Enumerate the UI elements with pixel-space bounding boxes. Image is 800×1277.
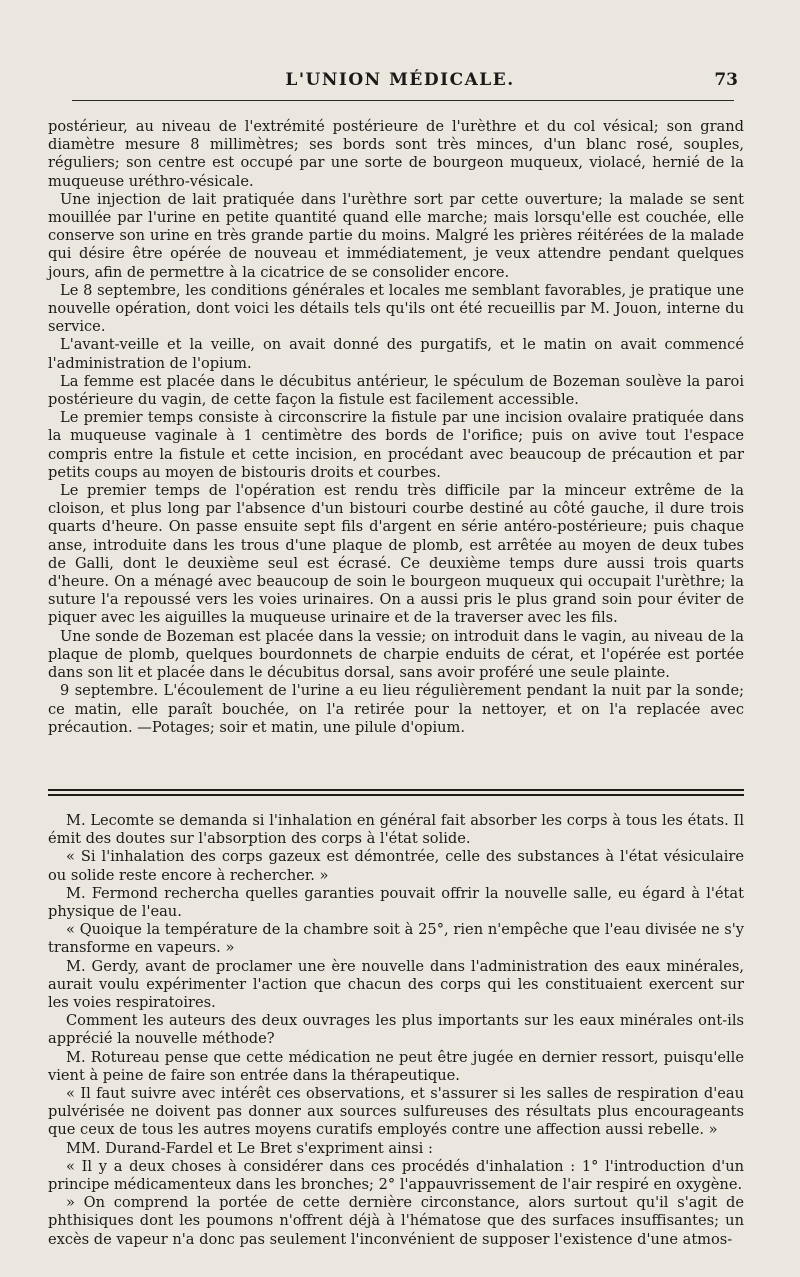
paragraph: M. Lecomte se demanda si l'inhalation en général fait absorber les corps à tous les états. Il émit des doutes sur l'absorption des corps à l'état solide. (48, 812, 744, 848)
paragraph: « Il faut suivre avec intérêt ces observations, et s'assurer si les salles de respiration d'eau pulvérisée ne doivent pas donner aux sources sulfureuses des résultats plus encourageants que ceux de tous les autres moyens curatifs employés contre une affection aussi rebelle. » (48, 1085, 744, 1139)
paragraph: « Quoique la température de la chambre soit à 25°, rien n'empêche que l'eau divisée ne s'y transforme en vapeurs. » (48, 921, 744, 957)
paragraph: » On comprend la portée de cette dernière circonstance, alors surtout qu'il s'agit de phthisiques dont les poumons n'offrent déjà à l'hématose que des surfaces insuffisantes; un excès de vapeur n'a donc pas seulement l'inconvénient de supposer l'existence d'une atmos- (48, 1194, 744, 1248)
paragraph: Comment les auteurs des deux ouvrages les plus importants sur les eaux minérales ont-ils apprécié la nouvelle méthode? (48, 1012, 744, 1048)
paragraph: « Il y a deux choses à considérer dans ces procédés d'inhalation : 1° l'introduction d'un principe médicamenteux dans les bronches; 2° l'appauvrissement de l'air respiré en oxygène. (48, 1157, 744, 1194)
paragraph: M. Rotureau pense que cette médication ne peut être jugée en dernier ressort, puisqu'elle vient à peine de faire son entrée dans la thérapeutique. (48, 1048, 744, 1084)
paragraph: Une sonde de Bozeman est placée dans la vessie; on introduit dans le vagin, au niveau de la plaque de plomb, quelques bourdonnets de charpie enduits de cérat, et l'opérée est portée dans son lit et placée dans le décubitus dorsal, sans avoir proféré une seule plainte. (48, 627, 744, 682)
paragraph: Le premier temps consiste à circonscrire la fistule par une incision ovalaire pratiquée dans la muqueuse vaginale à 1 centimètre des bords de l'orifice; puis on avive tout l'espace compris entre la fistule et cette incision, en procédant avec beaucoup de précaution et par petits coups au moyen de bistouris droits et courbes. (48, 409, 744, 481)
feuilleton-text (48, 812, 744, 1249)
header-rule (72, 100, 734, 101)
paragraph: « Si l'inhalation des corps gazeux est démontrée, celle des substances à l'état vésiculaire ou solide reste encore à rechercher. » (48, 848, 744, 884)
paragraph: Le 8 septembre, les conditions générales et locales me semblant favorables, je pratique une nouvelle opération, dont voici les détails tels qu'ils ont été recueillis par M. Jouon, interne du service. (48, 281, 744, 336)
paragraph: postérieur, au niveau de l'extrémité postérieure de l'urèthre et du col vésical; son grand diamètre mesure 8 millimètres; ses bords sont très minces, d'un blanc rosé, souples, réguliers; son centre est occupé par une sorte de bourgeon muqueux, violacé, hernié de la muqueuse uréthro-vésicale. (48, 118, 744, 190)
paragraph: MM. Durand-Fardel et Le Bret s'expriment ainsi : (66, 1139, 433, 1157)
paragraph: M. Gerdy, avant de proclamer une ère nouvelle dans l'administration des eaux minérales, aurait voulu expérimenter l'action que chacun des corps qui les constituaient exercent sur les voies respiratoires. (48, 957, 744, 1012)
paragraph: Le premier temps de l'opération est rendu très difficile par la minceur extrême de la cloison, et plus long par l'absence d'un bistouri courbe destiné au côté gauche, il dure trois quarts d'heure. On passe ensuite sept fils d'argent en série antéro-postérieure; puis chaque anse, introduite dans les trous d'une plaque de plomb, est arrêtée au moyen de deux tubes de Galli, dont le deuxième seul est écrasé. Ce deuxième temps dure aussi trois quarts d'heure. On a ménagé avec beaucoup de soin le bourgeon muqueux qui occupait l'urèthre; la suture l'a repoussé vers les voies urinaires. On a aussi pris le plus grand soin pour éviter de piquer avec les aiguilles la muqueuse urinaire et de la traverser avec les fils. (48, 482, 744, 627)
paragraph: La femme est placée dans le décubitus antérieur, le spéculum de Bozeman soulève la paroi postérieure du vagin, de cette façon la fistule est facilement accessible. (48, 372, 744, 409)
paragraph: Une injection de lait pratiquée dans l'urèthre sort par cette ouverture; la malade se sent mouillée par l'urine en petite quantité quand elle marche; mais lorsqu'elle est couchée, elle conserve son urine en très grande partie du moins. Malgré les prières réitérées de la malade qui désire être opérée de nouveau et immédiatement, je veux attendre pendant quelques jours, afin de permettre à la cicatrice de se consolider encore. (48, 190, 744, 281)
paragraph: L'avant-veille et la veille, on avait donné des purgatifs, et le matin on avait commencé l'administration de l'opium. (48, 336, 744, 372)
paragraph: 9 septembre. L'écoulement de l'urine a eu lieu régulièrement pendant la nuit par la sonde; ce matin, elle paraît bouchée, on l'a retirée pour la nettoyer, et on l'a replacée avec précaution. —Potages; soir et matin, une pilule d'opium. (48, 682, 744, 736)
page-header (48, 70, 752, 100)
page-number: 73 (714, 70, 738, 90)
case-report-text (48, 118, 744, 737)
running-title: L'UNION MÉDICALE. (285, 70, 515, 90)
section-separator (48, 789, 744, 801)
paragraph: M. Fermond rechercha quelles garanties pouvait offrir la nouvelle salle, eu égard à l'état physique de l'eau. (48, 884, 744, 921)
